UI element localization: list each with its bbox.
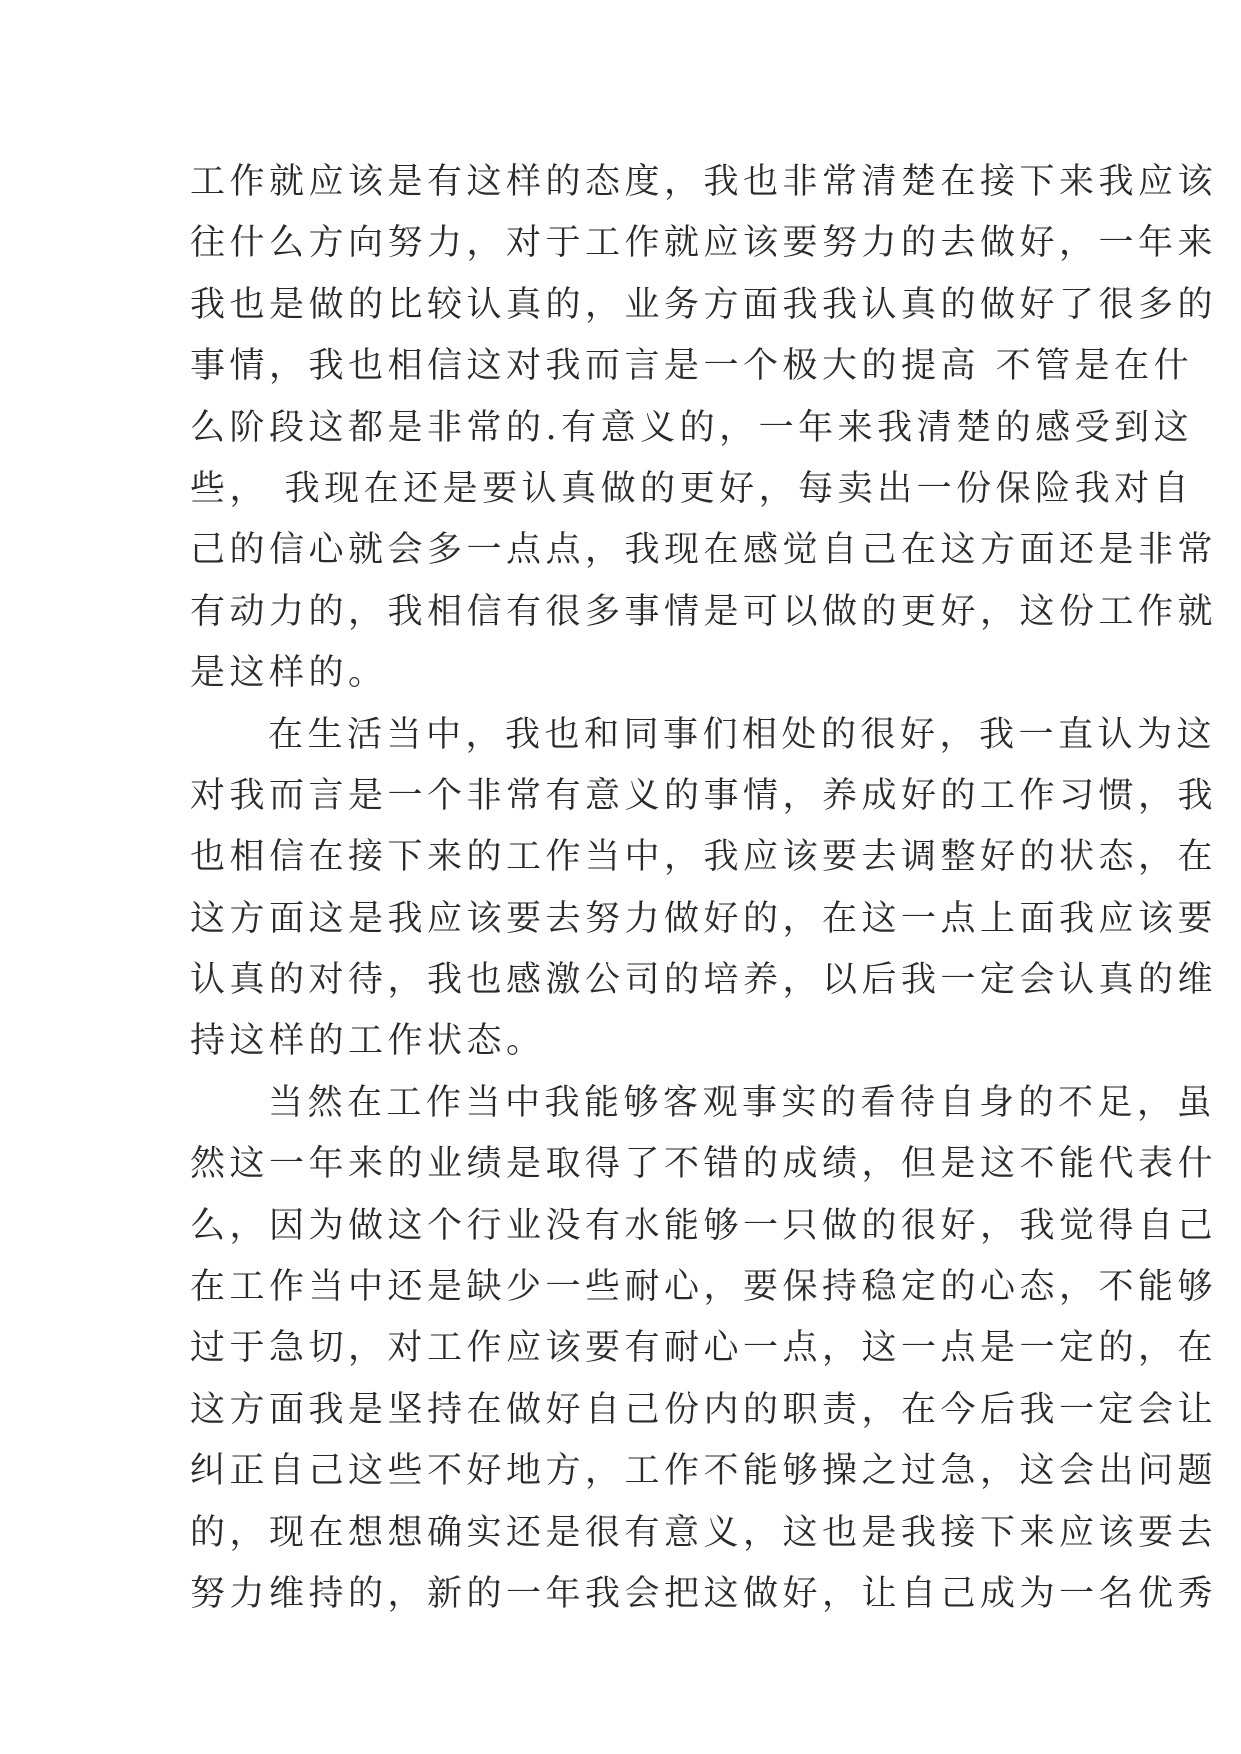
text-line: 也相信在接下来的工作当中，我应该要去调整好的状态，在: [190, 837, 1218, 878]
text-line: 么，因为做这个行业没有水能够一只做的很好，我觉得自己: [190, 1205, 1218, 1246]
text-line: 过于急切，对工作应该要有耐心一点，这一点是一定的，在: [190, 1328, 1218, 1369]
text-line: 持这样的工作状态。: [190, 1021, 546, 1062]
text-line: 己的信心就会多一点点，我现在感觉自己在这方面还是非常: [190, 530, 1218, 571]
text-line: 往什么方向努力，对于工作就应该要努力的去做好，一年来: [190, 223, 1218, 264]
text-line: 我也是做的比较认真的，业务方面我我认真的做好了很多的: [190, 284, 1218, 325]
text-line: 这方面我是坚持在做好自己份内的职责，在今后我一定会让: [190, 1389, 1218, 1430]
text-line: 在工作当中还是缺少一些耐心，要保持稳定的心态，不能够: [190, 1267, 1218, 1308]
text-line: 认真的对待，我也感激公司的培养，以后我一定会认真的维: [190, 960, 1218, 1001]
text-line: 些， 我现在还是要认真做的更好，每卖出一份保险我对自: [190, 468, 1194, 509]
text-line: 努力维持的，新的一年我会把这做好，让自己成为一名优秀: [190, 1573, 1218, 1614]
body-text: [190, 152, 1218, 1625]
text-line: 事情，我也相信这对我而言是一个极大的提高 不管是在什: [190, 346, 1194, 387]
paragraph-first-line: 当然在工作当中我能够客观事实的看待自身的不足，虽: [268, 1082, 1217, 1123]
text-line: 然这一年来的业绩是取得了不错的成绩，但是这不能代表什: [190, 1144, 1218, 1185]
text-line: 对我而言是一个非常有意义的事情，养成好的工作习惯，我: [190, 775, 1218, 816]
text-line: 工作就应该是有这样的态度，我也非常清楚在接下来我应该: [190, 162, 1218, 202]
text-line: 的，现在想想确实还是很有意义，这也是我接下来应该要去: [190, 1512, 1218, 1553]
text-line: 有动力的，我相信有很多事情是可以做的更好，这份工作就: [190, 591, 1218, 632]
text-line: 纠正自己这些不好地方，工作不能够操之过急，这会出问题: [190, 1451, 1218, 1492]
text-line: 么阶段这都是非常的.有意义的，一年来我清楚的感受到这: [190, 407, 1194, 448]
text-line: 这方面这是我应该要去努力做好的，在这一点上面我应该要: [190, 898, 1218, 939]
paragraph-first-line: 在生活当中，我也和同事们相处的很好，我一直认为这: [268, 714, 1217, 755]
text-line: 是这样的。: [190, 653, 388, 694]
